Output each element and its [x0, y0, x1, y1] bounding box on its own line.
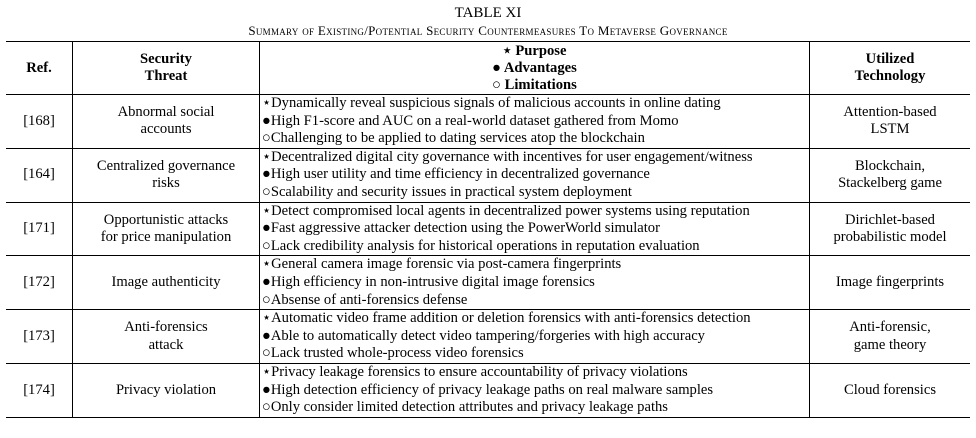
- technology-cell: [810, 202, 971, 256]
- limitation-line-text: Absense of anti-forensics defense: [270, 291, 468, 308]
- technology-line: Stackelberg game: [838, 175, 942, 192]
- purpose-line: [262, 95, 805, 113]
- table-header: [6, 42, 970, 95]
- ref-cell: [173]: [6, 310, 73, 364]
- table-row: [6, 202, 970, 256]
- limitation-line-text: Lack credibility analysis for historical operations in reputation evaluation: [270, 237, 700, 254]
- technology-cell: [810, 256, 971, 310]
- table-row: [6, 95, 970, 149]
- advantage-bullet-icon: ●: [262, 327, 271, 344]
- threat-cell: [73, 148, 260, 202]
- table-label: TABLE XI: [454, 5, 522, 21]
- advantage-line-text: High user utility and time efficiency in decentralized governance: [270, 166, 650, 183]
- limitation-circle-icon: ○: [262, 183, 271, 200]
- threat-line: Opportunistic attacks: [103, 211, 229, 228]
- advantage-bullet-icon: ●: [262, 166, 271, 183]
- advantage-line-text: Fast aggressive attacker detection using the PowerWorld simulator: [270, 220, 660, 237]
- ref-cell: [171]: [6, 202, 73, 256]
- technology-line: Anti-forensic,: [849, 319, 931, 336]
- advantage-bullet-icon: ●: [262, 381, 271, 398]
- limitation-line: [262, 238, 805, 256]
- limitation-line: [262, 345, 805, 363]
- technology-cell: [810, 95, 971, 149]
- technology-line: Blockchain,: [854, 157, 926, 174]
- table-body: [6, 95, 970, 418]
- purpose-line: [262, 203, 805, 221]
- purpose-line: [262, 149, 805, 167]
- threat-cell: [73, 95, 260, 149]
- technology-line: Dirichlet-based: [845, 211, 935, 228]
- technology-line: Cloud forensics: [843, 381, 936, 398]
- header-limitations: ○ Limitations: [492, 76, 577, 93]
- purpose-line: [262, 364, 805, 382]
- limitation-line-text: Scalability and security issues in practical system deployment: [270, 183, 632, 200]
- advantage-line: [262, 274, 805, 292]
- ref-cell: [164]: [6, 148, 73, 202]
- description-cell: [260, 363, 810, 417]
- header-ref: Ref.: [6, 42, 73, 95]
- advantage-bullet-icon: ●: [262, 273, 271, 290]
- purpose-line-text: Dynamically reveal suspicious signals of malicious accounts in online dating: [271, 95, 721, 111]
- technology-line: LSTM: [870, 121, 910, 138]
- threat-line: Abnormal social: [117, 103, 215, 120]
- description-cell: [260, 202, 810, 256]
- technology-cell: [810, 148, 971, 202]
- purpose-line-text: Detect compromised local agents in decentralized power systems using reputation: [271, 202, 750, 219]
- threat-line: Privacy violation: [115, 381, 217, 398]
- limitation-line: [262, 399, 805, 417]
- limitation-circle-icon: ○: [262, 237, 271, 254]
- threat-line: risks: [152, 175, 180, 192]
- advantage-line: [262, 166, 805, 184]
- table-row: [6, 310, 970, 364]
- technology-cell: [810, 363, 971, 417]
- technology-cell: [810, 310, 971, 364]
- countermeasures-table: [6, 41, 970, 418]
- limitation-circle-icon: ○: [262, 291, 271, 308]
- limitation-circle-icon: ○: [262, 399, 271, 416]
- threat-cell: [73, 256, 260, 310]
- purpose-line-text: Automatic video frame addition or deletion forensics with anti-forensics detection: [271, 310, 751, 327]
- table-row: [6, 256, 970, 310]
- advantage-line: [262, 382, 805, 400]
- description-cell: [260, 148, 810, 202]
- purpose-line-text: Decentralized digital city governance with incentives for user engagement/witness: [271, 148, 753, 165]
- purpose-line-text: Privacy leakage forensics to ensure accountability of privacy violations: [271, 363, 688, 380]
- purpose-star-icon: ⋆: [262, 256, 272, 273]
- purpose-star-icon: ⋆: [262, 310, 272, 327]
- threat-line: attack: [148, 336, 184, 353]
- purpose-line: [262, 310, 805, 328]
- limitation-line: [262, 292, 805, 310]
- table-caption: [0, 0, 976, 39]
- threat-line: Image authenticity: [111, 274, 221, 291]
- threat-line: Centralized governance: [96, 157, 236, 174]
- description-cell: [260, 95, 810, 149]
- technology-line: game theory: [853, 336, 927, 353]
- advantage-line-text: Able to automatically detect video tampering/forgeries with high accuracy: [270, 327, 705, 344]
- technology-line: probabilistic model: [833, 228, 947, 245]
- header-advantages: ● Advantages: [492, 59, 577, 76]
- description-cell: [260, 310, 810, 364]
- purpose-star-icon: ⋆: [262, 95, 272, 111]
- advantage-line-text: High efficiency in non-intrusive digital image forensics: [270, 273, 595, 290]
- limitation-line-text: Lack trusted whole-process video forensics: [270, 345, 524, 362]
- threat-cell: [73, 363, 260, 417]
- advantage-line-text: High detection efficiency of privacy leakage paths on real malware samples: [270, 381, 714, 398]
- limitation-circle-icon: ○: [262, 345, 271, 362]
- advantage-line: [262, 328, 805, 346]
- header-technology: Utilized Technology: [810, 42, 971, 95]
- table-row: [6, 148, 970, 202]
- header-threat: Security Threat: [73, 42, 260, 95]
- advantage-line: [262, 220, 805, 238]
- advantage-bullet-icon: ●: [262, 112, 271, 129]
- ref-cell: [172]: [6, 256, 73, 310]
- threat-line: accounts: [140, 121, 192, 138]
- header-row: [6, 42, 970, 95]
- technology-line: Image fingerprints: [835, 274, 945, 291]
- description-cell: [260, 256, 810, 310]
- threat-cell: [73, 202, 260, 256]
- header-description: [260, 42, 810, 95]
- threat-line: for price manipulation: [100, 228, 232, 245]
- ref-cell: [168]: [6, 95, 73, 149]
- purpose-star-icon: ⋆: [262, 202, 272, 219]
- limitation-line-text: Only consider limited detection attributes and privacy leakage paths: [270, 399, 668, 416]
- limitation-line: [262, 184, 805, 202]
- advantage-line: [262, 113, 805, 131]
- header-purpose: ⋆ Purpose: [502, 42, 567, 59]
- advantage-line-text: High F1-score and AUC on a real-world dataset gathered from Momo: [270, 112, 679, 129]
- threat-line: Anti-forensics: [124, 319, 208, 336]
- purpose-line: [262, 256, 805, 274]
- advantage-bullet-icon: ●: [262, 220, 271, 237]
- purpose-star-icon: ⋆: [262, 363, 272, 380]
- table-row: [6, 363, 970, 417]
- limitation-line: [262, 130, 805, 148]
- purpose-star-icon: ⋆: [262, 148, 272, 165]
- limitation-circle-icon: ○: [262, 130, 271, 147]
- purpose-line-text: General camera image forensic via post-camera fingerprints: [271, 256, 622, 273]
- limitation-line-text: Challenging to be applied to dating services atop the blockchain: [270, 130, 645, 147]
- table-title: Summary of Existing/Potential Security Countermeasures To Metaverse Governance: [248, 23, 728, 38]
- technology-line: Attention-based: [843, 103, 937, 120]
- ref-cell: [174]: [6, 363, 73, 417]
- threat-cell: [73, 310, 260, 364]
